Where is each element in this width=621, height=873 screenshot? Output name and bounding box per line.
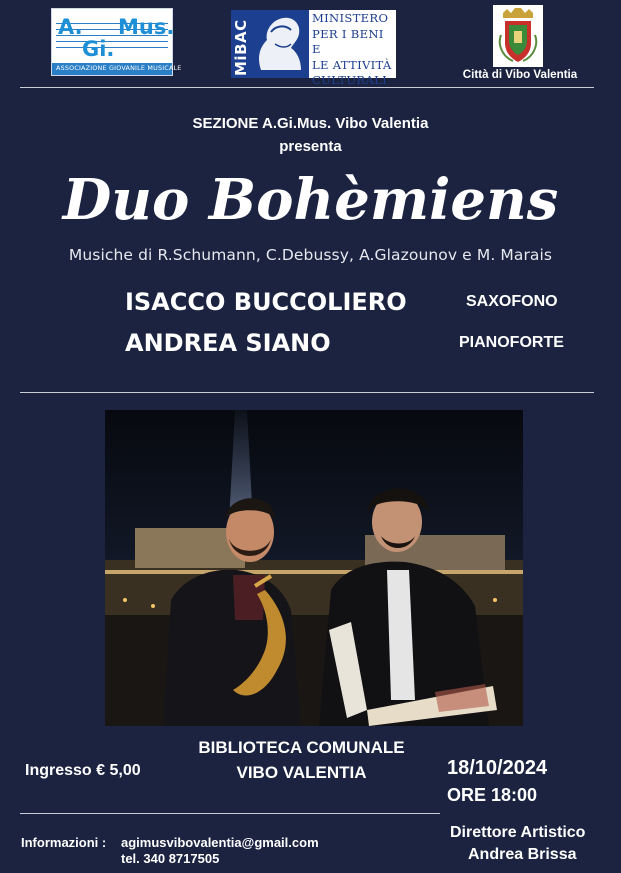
performer-instrument: SAXOFONO [466,293,558,310]
mibac-logo [231,10,396,87]
director-role: Direttore Artistico [450,824,586,841]
mibac-line: MINISTERO [312,11,389,25]
performer-name: ISACCO BUCCOLIERO [125,288,407,316]
venue-city: VIBO VALENTIA [236,763,367,782]
top-divider [20,87,594,88]
presents-text: presenta [279,138,342,155]
mibac-line: CULTURALI [312,73,387,87]
performer-instrument: PIANOFORTE [459,334,564,351]
city-logo [447,5,593,85]
bottom-divider [20,813,440,814]
mibac-logo-blue-panel [231,10,309,78]
contact-phone[interactable]: tel. 340 8717505 [121,851,220,866]
agimus-logo [51,8,182,76]
venue-name: BIBLIOTECA COMUNALE [198,738,405,757]
program-text: Musiche di R.Schumann, C.Debussy, A.Glazounov e M. Marais [68,246,553,264]
performer-name: ANDREA SIANO [125,329,331,357]
agimus-logo-text-mus: Mus. [118,15,175,39]
mibac-line: LE ATTIVITÀ [312,57,392,72]
event-time: ORE 18:00 [447,785,538,805]
agimus-logo-text-a: A. [58,15,83,39]
mibac-logo-vertical-text: MiBAC [232,19,250,76]
event-title: Duo Bohèmiens [62,167,559,233]
city-name: Città di Vibo Valentia [462,68,578,81]
agimus-logo-text-gi: Gi. [82,37,115,61]
mibac-logo-text [312,11,396,89]
agimus-logo-band [52,63,182,75]
city-crest-icon [493,5,543,67]
ticket-price: Ingresso € 5,00 [25,762,141,779]
contact-email[interactable]: agimusvibovalentia@gmail.com [121,835,319,850]
duo-photo-illustration [105,410,523,726]
duo-photo [105,410,523,726]
info-label: Informazioni : [21,835,107,850]
middle-divider [20,392,594,393]
event-date: 18/10/2024 [447,757,548,779]
agimus-logo-band-text: ASSOCIAZIONE GIOVANILE MUSICALE [56,64,182,72]
mibac-line: PER I BENI E [312,26,384,56]
director-name: Andrea Brissa [468,846,577,863]
section-heading: SEZIONE A.Gi.Mus. Vibo Valentia [192,115,429,132]
